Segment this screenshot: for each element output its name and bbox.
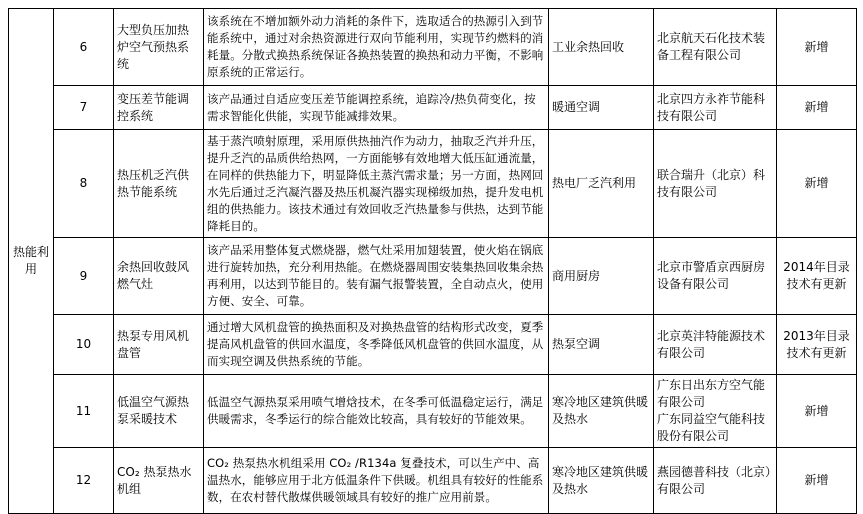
application-field: 热泵空调 — [549, 315, 654, 375]
status-note: 新增 — [777, 448, 857, 514]
tech-description: 该产品通过自适应变压差节能调控系统，追踪冷/热负荷变化，按需求智能化供能，实现节能减排效果。 — [204, 86, 549, 130]
tech-name: 热泵专用风机盘管 — [114, 315, 204, 375]
company-name: 北京航天石化技术装备工程有限公司 — [654, 9, 777, 86]
tech-name: 热压机乏汽供热节能系统 — [114, 130, 204, 238]
tech-description: 该产品采用整体复式燃烧器，燃气灶采用加翅装置，使火焰在锅底进行旋转加热，充分利用热能。在燃烧器周围安装集热回收集余热再利用，以达到节能目的。装有漏气报警装置，全自动点火，使用方便、安全、可靠。 — [204, 238, 549, 315]
category-cell: 热能利用 — [9, 9, 54, 514]
table-row — [9, 375, 857, 448]
tech-name: CO₂ 热泵热水机组 — [114, 448, 204, 514]
table-row — [9, 238, 857, 315]
row-number: 11 — [54, 375, 114, 448]
company-name: 北京市警盾京西厨房设备有限公司 — [654, 238, 777, 315]
status-note: 新增 — [777, 86, 857, 130]
status-note: 新增 — [777, 375, 857, 448]
tech-name: 余热回收鼓风燃气灶 — [114, 238, 204, 315]
tech-description: 基于蒸汽喷射原理，采用原供热抽汽作为动力，抽取乏汽并升压，提升乏汽的品质供给热网，一方面能够有效地增大低压缸通流量，在同样的供热能力下，明显降低主蒸汽需求量；另一方面，热网回水先后通过乏汽凝汽器及热压机凝汽器实现梯级加热，提升发电机组的供热能力。该技术通过有效回收乏汽热量参与供热，达到节能降耗目的。 — [204, 130, 549, 238]
company-name: 北京四方永祚节能科技有限公司 — [654, 86, 777, 130]
status-note: 2013年目录技术有更新 — [777, 315, 857, 375]
table-row — [9, 9, 857, 86]
application-field: 暖通空调 — [549, 86, 654, 130]
table-row — [9, 315, 857, 375]
row-number: 7 — [54, 86, 114, 130]
row-number: 8 — [54, 130, 114, 238]
application-field: 热电厂乏汽利用 — [549, 130, 654, 238]
table-row — [9, 130, 857, 238]
application-field: 工业余热回收 — [549, 9, 654, 86]
status-note: 2014年目录技术有更新 — [777, 238, 857, 315]
row-number: 10 — [54, 315, 114, 375]
company-name: 北京英沣特能源技术有限公司 — [654, 315, 777, 375]
tech-name: 大型负压加热炉空气预热系统 — [114, 9, 204, 86]
tech-description: 低温空气源热泵采用喷气增焓技术，在冬季可低温稳定运行，满足供暖需求，冬季运行的综合能效比较高，具有较好的节能效果。 — [204, 375, 549, 448]
table-row — [9, 448, 857, 514]
application-field: 商用厨房 — [549, 238, 654, 315]
row-number: 9 — [54, 238, 114, 315]
application-field: 寒冷地区建筑供暖及热水 — [549, 375, 654, 448]
table-row — [9, 86, 857, 130]
technology-table — [8, 8, 857, 514]
application-field: 寒冷地区建筑供暖及热水 — [549, 448, 654, 514]
company-name: 燕园德普科技（北京）有限公司 — [654, 448, 777, 514]
tech-description: 通过增大风机盘管的换热面积及对换热盘管的结构形式改变，夏季提高风机盘管的供回水温度，冬季降低风机盘管的供回水温度，从而实现空调及供热系统的节能。 — [204, 315, 549, 375]
row-number: 12 — [54, 448, 114, 514]
status-note: 新增 — [777, 130, 857, 238]
company-name: 广东日出东方空气能有限公司 广东同益空气能科技股份有限公司 — [654, 375, 777, 448]
tech-name: 低温空气源热泵采暖技术 — [114, 375, 204, 448]
tech-description: 该系统在不增加额外动力消耗的条件下，选取适合的热源引入到节能系统中，通过对余热资源进行双向节能利用，实现节约燃料的消耗量。分散式换热系统保证各换热装置的换热和动力平衡，不影响原系统的正常运行。 — [204, 9, 549, 86]
tech-name: 变压差节能调控系统 — [114, 86, 204, 130]
status-note: 新增 — [777, 9, 857, 86]
tech-description: CO₂ 热泵热水机组采用 CO₂ /R134a 复叠技术，可以生产中、高温热水，能够应用于北方低温条件下供暖。机组具有较好的性能系数，在农村替代散煤供暖领域具有较好的推广应用前景。 — [204, 448, 549, 514]
company-name: 联合瑞升（北京）科技有限公司 — [654, 130, 777, 238]
row-number: 6 — [54, 9, 114, 86]
